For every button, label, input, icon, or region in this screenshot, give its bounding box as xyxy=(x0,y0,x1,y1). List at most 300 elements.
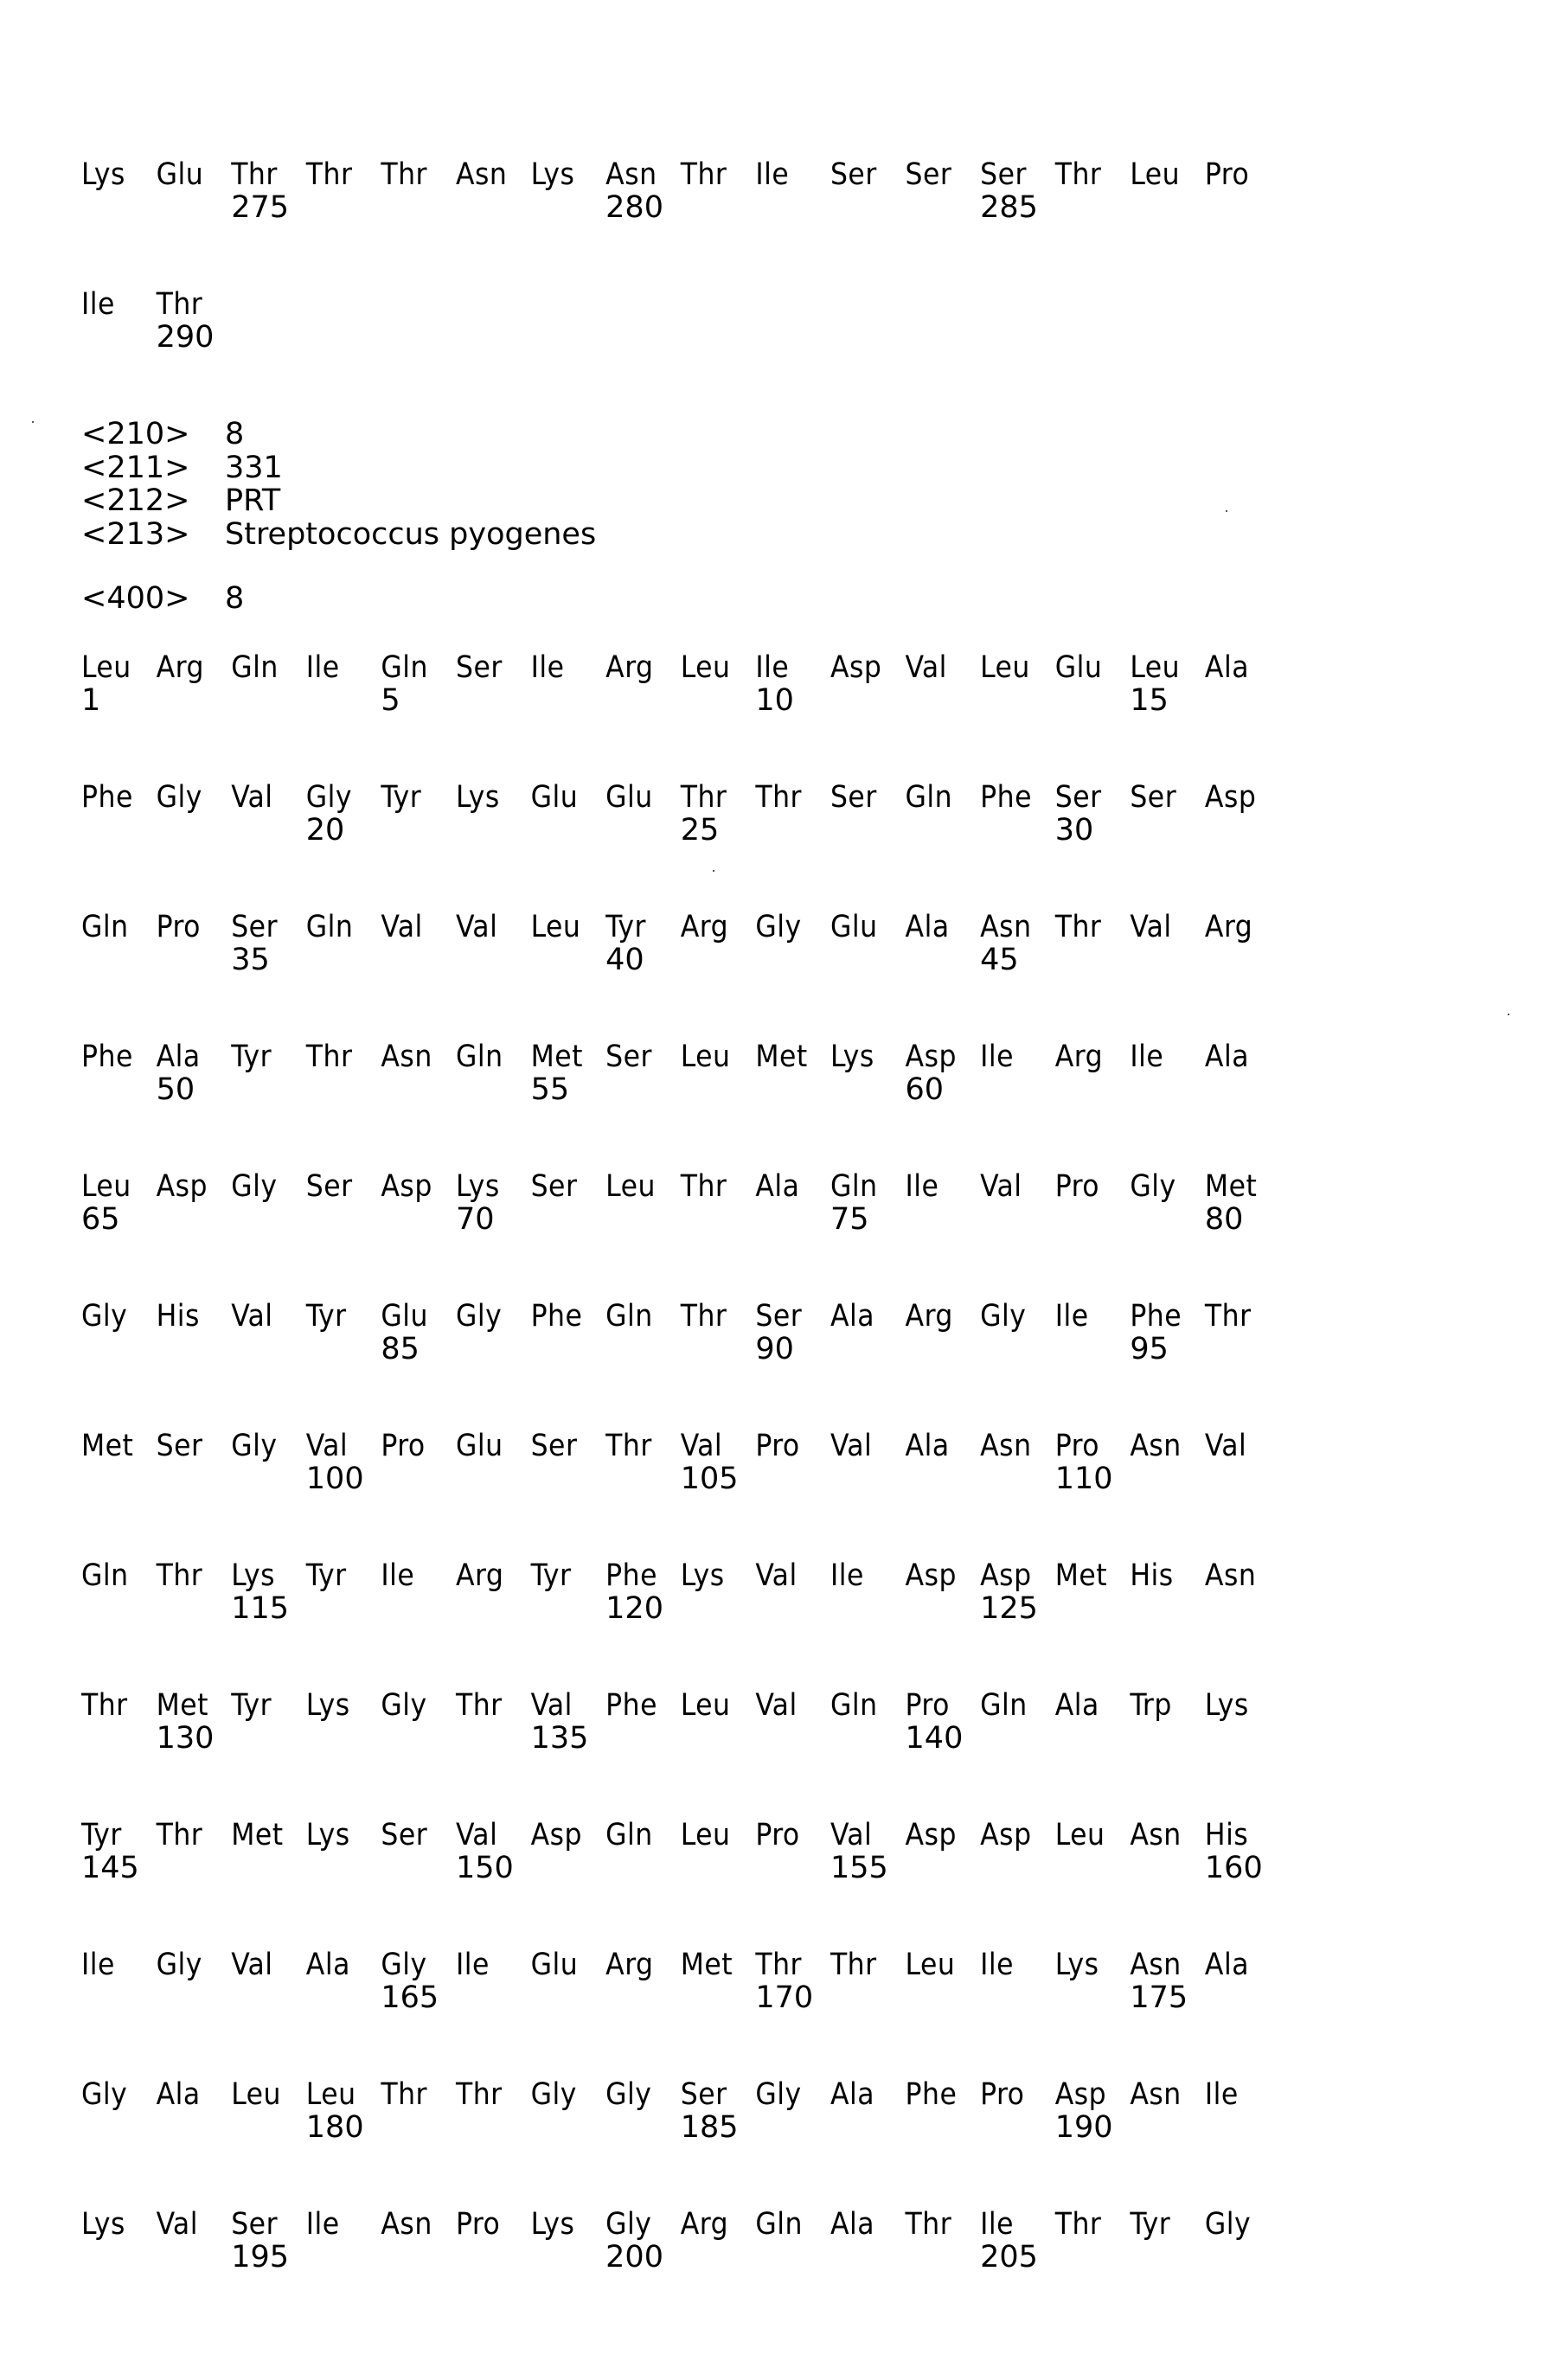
residue: Lys xyxy=(81,157,125,192)
position-number xyxy=(456,1462,531,1495)
position-number xyxy=(157,1852,232,1884)
residue: Val xyxy=(530,1688,573,1723)
position-number: 140 xyxy=(905,1721,964,1756)
position-number xyxy=(1055,1203,1131,1236)
residue: Asn xyxy=(980,1429,1032,1463)
residue: Thr xyxy=(680,780,727,815)
position-number xyxy=(1130,1852,1205,1884)
residue: Thr xyxy=(680,1169,727,1204)
residue: Ile xyxy=(905,1169,939,1204)
position-number xyxy=(980,684,1055,717)
residue: Phe xyxy=(605,1558,657,1593)
residue: Val xyxy=(1130,910,1172,944)
residue: Leu xyxy=(81,1169,131,1204)
position-number xyxy=(231,1722,306,1755)
residue-row xyxy=(81,1170,1465,1203)
position-number xyxy=(306,191,381,224)
residue: Asn xyxy=(1204,1558,1257,1593)
residue: Val xyxy=(231,780,273,815)
residue: Met xyxy=(1054,1558,1108,1593)
position-number xyxy=(906,1852,981,1884)
position-number xyxy=(755,1203,830,1236)
position-number xyxy=(456,1722,531,1755)
sequence-row xyxy=(81,911,1465,976)
residue: Asn xyxy=(1130,2077,1182,2112)
residue: Leu xyxy=(231,2077,281,2112)
residue: His xyxy=(1130,1558,1174,1593)
position-number xyxy=(980,1722,1055,1755)
position-number: 20 xyxy=(305,813,345,848)
residue: Arg xyxy=(905,1299,953,1334)
residue: Glu xyxy=(156,157,204,192)
residue: Val xyxy=(830,1818,873,1852)
residue: Gly xyxy=(1130,1169,1176,1204)
position-number xyxy=(681,191,756,224)
position-number: 65 xyxy=(81,1202,120,1237)
residue: Ala xyxy=(905,1429,950,1463)
residue: Val xyxy=(980,1169,1022,1204)
residue: Asp xyxy=(905,1558,957,1593)
residue: Gly xyxy=(156,1948,202,1982)
residue: Lys xyxy=(455,780,500,815)
residue: Asp xyxy=(905,1040,957,1074)
residue: Arg xyxy=(1054,1040,1104,1074)
residue: Gln xyxy=(381,650,428,685)
residue: Asn xyxy=(1130,1948,1182,1982)
position-number xyxy=(531,1981,606,2014)
sequence-row xyxy=(81,1948,1465,2014)
residue: Ile xyxy=(81,1948,115,1982)
position-number xyxy=(1130,1203,1205,1236)
position-number xyxy=(1205,191,1280,224)
position-number xyxy=(157,1592,232,1625)
residue: Tyr xyxy=(81,1818,122,1852)
residue-row xyxy=(81,1300,1465,1333)
position-number xyxy=(531,1203,606,1236)
residue-row xyxy=(81,1689,1465,1722)
residue: Ala xyxy=(1204,1948,1249,1982)
position-number xyxy=(157,684,232,717)
residue: Gln xyxy=(830,1169,878,1204)
residue: Asp xyxy=(980,1558,1032,1593)
residue: Gly xyxy=(156,780,202,815)
position-number: 275 xyxy=(231,190,289,225)
residue: Val xyxy=(680,1429,723,1463)
residue: Lys xyxy=(1054,1948,1099,1982)
residue: Val xyxy=(905,650,947,685)
position-number xyxy=(231,814,306,847)
position-number xyxy=(381,2241,456,2274)
residue-row xyxy=(81,2208,1465,2241)
sequence-tag-field xyxy=(81,582,596,616)
position-number xyxy=(1205,2111,1280,2144)
position-number xyxy=(157,944,232,976)
position-number: 135 xyxy=(530,1721,589,1756)
residue: Ile xyxy=(1054,1299,1089,1334)
position-number: 70 xyxy=(455,1202,495,1237)
residue: Pro xyxy=(980,2077,1025,2112)
residue: Thr xyxy=(455,1688,503,1723)
position-number xyxy=(681,1592,756,1625)
residue: Val xyxy=(381,910,423,944)
position-number xyxy=(1130,1462,1205,1495)
residue: Thr xyxy=(1204,1299,1252,1334)
position-number xyxy=(1055,1852,1131,1884)
residue: Leu xyxy=(980,650,1030,685)
position-number xyxy=(755,814,830,847)
position-number: 15 xyxy=(1130,683,1169,718)
sequence-row xyxy=(81,1040,1465,1106)
position-number xyxy=(157,1981,232,2014)
residue: Ile xyxy=(1204,2077,1239,2112)
position-number xyxy=(1130,1073,1205,1106)
position-number xyxy=(531,2241,606,2274)
position-number xyxy=(231,1203,306,1236)
position-number xyxy=(81,2241,157,2274)
residue: Met xyxy=(156,1688,208,1723)
residue: Leu xyxy=(305,2077,356,2112)
position-number xyxy=(1205,1592,1280,1625)
position-number xyxy=(231,1333,306,1366)
field-tag: <213> xyxy=(81,516,190,552)
position-number xyxy=(906,1462,981,1495)
position-number xyxy=(605,1333,681,1366)
residue: Val xyxy=(156,2207,198,2242)
residue: Ile xyxy=(455,1948,490,1982)
continued-sequence-row-1 xyxy=(81,158,1465,224)
residue: Tyr xyxy=(605,910,646,944)
position-number xyxy=(456,1073,531,1106)
residue: Ser xyxy=(1054,780,1102,815)
residue-row xyxy=(81,1430,1465,1462)
position-number xyxy=(830,1592,906,1625)
residue-row xyxy=(81,288,1465,321)
residue: Ala xyxy=(905,910,950,944)
field-value: 331 xyxy=(225,450,283,485)
residue: Ser xyxy=(305,1169,353,1204)
residue: Ile xyxy=(530,650,565,685)
residue: Ile xyxy=(305,650,340,685)
position-number xyxy=(306,684,381,717)
field-tag: <210> xyxy=(81,417,190,451)
position-number xyxy=(456,1981,531,2014)
position-number xyxy=(980,1981,1055,2014)
position-number xyxy=(306,1852,381,1884)
residue: Glu xyxy=(381,1299,428,1334)
position-number xyxy=(755,1592,830,1625)
position-number xyxy=(755,1852,830,1884)
position-number: 85 xyxy=(381,1332,420,1366)
residue: Asn xyxy=(605,157,657,192)
residue: Gly xyxy=(231,1169,278,1204)
residue: Ala xyxy=(830,2077,875,2112)
position-number: 75 xyxy=(830,1202,869,1237)
residue: Asp xyxy=(830,650,882,685)
residue: Ser xyxy=(980,157,1027,192)
position-number xyxy=(157,1203,232,1236)
position-number xyxy=(605,1462,681,1495)
residue: Pro xyxy=(755,1429,800,1463)
residue: Gln xyxy=(231,650,279,685)
position-number xyxy=(381,814,456,847)
residue: Leu xyxy=(605,1169,656,1204)
position-number xyxy=(1205,684,1280,717)
residue: Asp xyxy=(1204,780,1257,815)
position-number-row xyxy=(81,2111,1465,2144)
residue-row xyxy=(81,651,1465,684)
position-number: 175 xyxy=(1130,1980,1188,2015)
position-number xyxy=(906,1592,981,1625)
residue: Pro xyxy=(156,910,201,944)
position-number xyxy=(755,191,830,224)
position-number xyxy=(1130,1722,1205,1755)
residue: Gln xyxy=(455,1040,503,1074)
position-number xyxy=(755,944,830,976)
position-number xyxy=(1205,944,1280,976)
position-number xyxy=(81,191,157,224)
position-number xyxy=(1130,944,1205,976)
residue: Gln xyxy=(81,910,129,944)
position-number xyxy=(681,944,756,976)
residue: Trp xyxy=(1130,1688,1172,1723)
residue: Thr xyxy=(455,2077,503,2112)
position-number: 185 xyxy=(680,2110,739,2145)
position-number-row xyxy=(81,1462,1465,1495)
position-number: 110 xyxy=(1054,1462,1113,1496)
residue: Asp xyxy=(156,1169,208,1204)
position-number xyxy=(1130,2241,1205,2274)
position-number xyxy=(830,1333,906,1366)
residue: Thr xyxy=(1054,2207,1102,2242)
residue: Gln xyxy=(605,1818,653,1852)
residue: Phe xyxy=(1130,1299,1182,1334)
position-number xyxy=(381,1462,456,1495)
field-value: 8 xyxy=(225,417,245,451)
position-number xyxy=(1205,1981,1280,2014)
position-number xyxy=(605,1073,681,1106)
residue: Lys xyxy=(305,1818,350,1852)
residue: Gly xyxy=(755,910,802,944)
position-number xyxy=(830,1462,906,1495)
residue-row xyxy=(81,1559,1465,1592)
residue: Thr xyxy=(605,1429,652,1463)
residue: Ala xyxy=(755,1169,800,1204)
residue: Thr xyxy=(755,780,802,815)
residue-row xyxy=(81,158,1465,191)
residue: Lys xyxy=(305,1688,350,1723)
position-number xyxy=(231,1462,306,1495)
position-number xyxy=(531,944,606,976)
residue: Ile xyxy=(381,1558,415,1593)
position-number xyxy=(157,1333,232,1366)
residue: Arg xyxy=(605,1948,654,1982)
position-number-row xyxy=(81,1981,1465,2014)
position-number xyxy=(231,1073,306,1106)
residue: Pro xyxy=(905,1688,950,1723)
residue: Thr xyxy=(156,1558,203,1593)
position-number: 40 xyxy=(605,943,644,977)
position-number: 1 xyxy=(81,683,101,718)
residue: Asn xyxy=(381,2207,432,2242)
residue: Asn xyxy=(381,1040,432,1074)
position-number xyxy=(306,944,381,976)
residue: Tyr xyxy=(1130,2207,1171,2242)
residue: Gln xyxy=(755,2207,803,2242)
position-number xyxy=(381,1722,456,1755)
residue: Ile xyxy=(980,1948,1015,1982)
residue: Tyr xyxy=(305,1558,347,1593)
residue: Pro xyxy=(381,1429,426,1463)
residue: Lys xyxy=(680,1558,725,1593)
residue: Ser xyxy=(231,2207,278,2242)
position-number xyxy=(531,1852,606,1884)
position-number xyxy=(755,1462,830,1495)
position-number xyxy=(456,2241,531,2274)
residue: Leu xyxy=(81,650,131,685)
residue: Thr xyxy=(305,1040,353,1074)
residue: Ser xyxy=(530,1169,578,1204)
position-number xyxy=(681,1852,756,1884)
position-number xyxy=(980,1852,1055,1884)
position-number xyxy=(456,944,531,976)
position-number: 105 xyxy=(680,1462,739,1496)
position-number xyxy=(1055,1333,1131,1366)
sequence-row xyxy=(81,1170,1465,1236)
position-number xyxy=(531,1333,606,1366)
residue: Val xyxy=(755,1688,798,1723)
residue: Thr xyxy=(381,2077,427,2112)
scan-artifact xyxy=(1226,510,1227,512)
position-number xyxy=(1205,814,1280,847)
position-number xyxy=(980,1462,1055,1495)
position-number xyxy=(306,1333,381,1366)
residue: Arg xyxy=(680,910,729,944)
residue: Ala xyxy=(830,1299,875,1334)
position-number xyxy=(306,1722,381,1755)
residue: Leu xyxy=(1054,1818,1105,1852)
residue: Val xyxy=(1204,1429,1247,1463)
position-number xyxy=(1130,814,1205,847)
residue: Gly xyxy=(530,2077,577,2112)
sequence-header xyxy=(81,418,596,616)
position-number xyxy=(381,1852,456,1884)
residue: Ser xyxy=(1130,780,1177,815)
residue: Ala xyxy=(156,1040,201,1074)
residue: Ser xyxy=(605,1040,652,1074)
residue: Asn xyxy=(455,157,508,192)
position-number xyxy=(830,2241,906,2274)
residue: Ile xyxy=(830,1558,864,1593)
position-number: 95 xyxy=(1130,1332,1169,1366)
residue: Ser xyxy=(231,910,278,944)
position-number xyxy=(755,1722,830,1755)
residue: Arg xyxy=(455,1558,504,1593)
residue: Ala xyxy=(156,2077,201,2112)
residue: Asp xyxy=(980,1818,1032,1852)
residue: Lys xyxy=(231,1558,276,1593)
position-number: 120 xyxy=(605,1591,663,1626)
position-number: 150 xyxy=(455,1851,514,1885)
sequence-row xyxy=(81,1689,1465,1755)
position-number-row xyxy=(81,2241,1465,2274)
position-number xyxy=(381,1592,456,1625)
position-number xyxy=(531,1462,606,1495)
position-number: 180 xyxy=(305,2110,364,2145)
residue: Ser xyxy=(755,1299,803,1334)
position-number xyxy=(306,1592,381,1625)
position-number-row xyxy=(81,1333,1465,1366)
scan-artifact xyxy=(1508,1014,1509,1015)
residue: Thr xyxy=(305,157,353,192)
residue: Asn xyxy=(1130,1818,1182,1852)
residue: Ser xyxy=(830,780,877,815)
position-number-row xyxy=(81,1203,1465,1236)
field-value: Streptococcus pyogenes xyxy=(225,516,597,552)
residue: Lys xyxy=(830,1040,874,1074)
position-number xyxy=(381,1073,456,1106)
residue: Glu xyxy=(1054,650,1103,685)
residue: Gly xyxy=(605,2077,652,2112)
residue: Gly xyxy=(381,1948,427,1982)
position-number xyxy=(157,1462,232,1495)
residue: Phe xyxy=(81,780,133,815)
position-number xyxy=(81,1073,157,1106)
position-number xyxy=(755,2111,830,2144)
residue: Thr xyxy=(81,1688,128,1723)
residue: Leu xyxy=(680,1818,731,1852)
residue: Ile xyxy=(305,2207,340,2242)
field-tag: <212> xyxy=(81,483,190,518)
residue: Val xyxy=(455,910,498,944)
position-number xyxy=(605,1203,681,1236)
position-number xyxy=(605,1852,681,1884)
residue: Phe xyxy=(605,1688,657,1723)
residue: Val xyxy=(231,1299,273,1334)
field-value: PRT xyxy=(225,483,281,518)
position-number xyxy=(830,1981,906,2014)
position-number xyxy=(381,944,456,976)
residue: Met xyxy=(755,1040,808,1074)
residue: Pro xyxy=(755,1818,800,1852)
residue: Leu xyxy=(1130,157,1181,192)
residue: Thr xyxy=(755,1948,802,1982)
position-number: 160 xyxy=(1204,1851,1263,1885)
position-number xyxy=(681,2241,756,2274)
residue: Phe xyxy=(905,2077,958,2112)
residue: Arg xyxy=(680,2207,729,2242)
position-number xyxy=(1055,1073,1131,1106)
residue: Lys xyxy=(1204,1688,1249,1723)
position-number: 80 xyxy=(1204,1202,1244,1237)
sequence-row xyxy=(81,2078,1465,2144)
residue: Lys xyxy=(530,2207,575,2242)
seq-id-field xyxy=(81,418,596,451)
residue-row xyxy=(81,911,1465,944)
residue: Val xyxy=(231,1948,273,1982)
residue: Ile xyxy=(755,157,790,192)
residue: Gly xyxy=(1204,2207,1252,2242)
position-number xyxy=(830,814,906,847)
residue: Thr xyxy=(381,157,427,192)
position-number: 115 xyxy=(231,1591,289,1626)
residue: Thr xyxy=(680,157,727,192)
residue: Pro xyxy=(1204,157,1250,192)
position-number xyxy=(81,1722,157,1755)
residue: Ser xyxy=(830,157,877,192)
position-number: 165 xyxy=(381,1980,439,2015)
position-number xyxy=(157,814,232,847)
residue: Gly xyxy=(231,1429,278,1463)
